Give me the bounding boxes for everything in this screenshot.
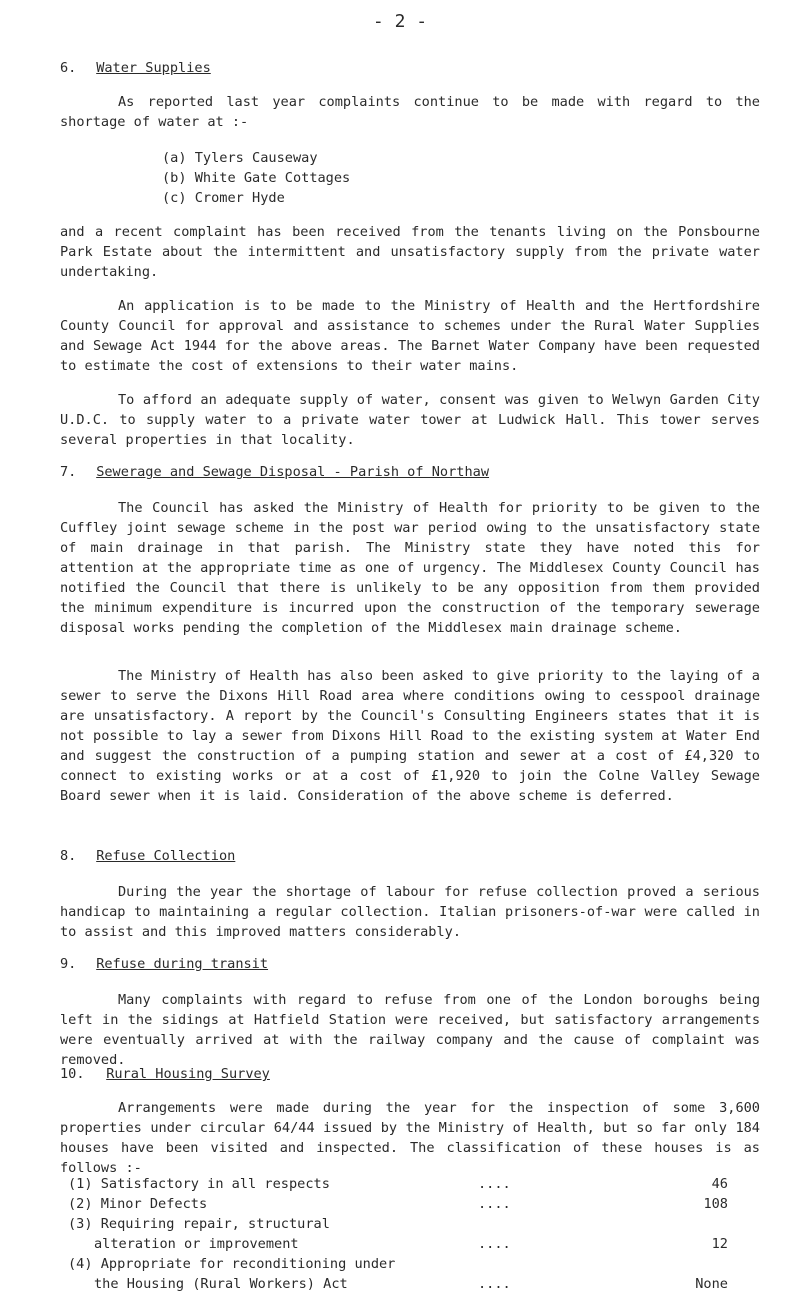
location-item: (c) Cromer Hyde xyxy=(162,190,285,206)
section-water-supplies xyxy=(60,58,760,78)
section-number: 9. xyxy=(60,956,77,972)
water-intro-block xyxy=(60,92,760,132)
sewerage-para1: The Council has asked the Ministry of Health for priority to be given to the Cuffley joint sewage scheme in the post war period owing to the unsatisfactory state of main drainage in that parish. The Ministry state they have noted this for attention at the appropriate time as one of urgency. The Middlesex County Council has notified the Council that there is unlikely to be any opposition from them provided the minimum expenditure is incurred upon the construction of the temporary sewerage disposal works pending the completion of the Middlesex main drainage scheme. xyxy=(60,500,760,636)
section-refuse-collection xyxy=(60,846,760,866)
transit-para1-block xyxy=(60,990,760,1070)
location-item: (a) Tylers Causeway xyxy=(162,150,318,166)
water-locations xyxy=(60,148,760,208)
classification-list xyxy=(68,1174,728,1294)
water-para3: To afford an adequate supply of water, consent was given to Welwyn Garden City U.D.C. to supply water to a private water tower at Ludwick Hall. This tower serves several properties in that locality. xyxy=(60,392,760,448)
section-heading xyxy=(60,58,760,78)
refuse-para1-block xyxy=(60,882,760,942)
classification-row xyxy=(68,1254,728,1274)
housing-para1: Arrangements were made during the year for the inspection of some 3,600 properties under circular 64/44 issued by the Ministry of Health, but so far only 184 houses have been visited and inspected. The classification of these houses is as follows :- xyxy=(60,1100,760,1176)
section-title: Rural Housing Survey xyxy=(106,1066,270,1082)
classification-label-continued: the Housing (Rural Workers) Act xyxy=(94,1276,348,1292)
section-title: Water Supplies xyxy=(96,60,211,76)
leader-dots: .... xyxy=(478,1236,511,1252)
section-number: 8. xyxy=(60,848,77,864)
leader-dots: .... xyxy=(478,1196,511,1212)
classification-label: (4) Appropriate for reconditioning under xyxy=(68,1256,396,1272)
section-number: 7. xyxy=(60,464,77,480)
section-number: 10. xyxy=(60,1066,85,1082)
section-number: 6. xyxy=(60,60,77,76)
sewerage-para2: The Ministry of Health has also been asked to give priority to the laying of a sewer to serve the Dixons Hill Road area where conditions owing to cesspool drainage are unsatisfactory. A report by the Council's Consulting Engineers states that it is not possible to lay a sewer from Dixons Hill Road to the existing system at Water End and suggest the construction of a pumping station and sewer at a cost of £4,320 to connect to existing works or at a cost of £1,920 to join the Colne Valley Sewage Board sewer when it is laid. Consideration of the above scheme is deferred. xyxy=(60,668,760,804)
leader-dots: .... xyxy=(478,1176,511,1192)
water-intro: As reported last year complaints continue to be made with regard to the shortage of water at :- xyxy=(60,94,760,130)
section-title: Sewerage and Sewage Disposal - Parish of Northaw xyxy=(96,464,490,480)
section-title: Refuse during transit xyxy=(96,956,269,972)
classification-row-continued xyxy=(68,1274,728,1294)
classification-row-continued xyxy=(68,1234,728,1254)
water-para1: and a recent complaint has been received from the tenants living on the Ponsbourne Park Estate about the intermittent and unsatisfactory supply from the private water undertaking. xyxy=(60,224,760,280)
sewerage-para2-block xyxy=(60,666,760,806)
classification-value: 12 xyxy=(711,1236,728,1252)
water-para2-block xyxy=(60,296,760,376)
classification-label: (1) Satisfactory in all respects xyxy=(68,1176,330,1192)
section-heading xyxy=(60,462,760,482)
classification-row xyxy=(68,1194,728,1214)
section-heading xyxy=(60,1064,760,1084)
water-para2: An application is to be made to the Ministry of Health and the Hertfordshire County Council for approval and assistance to schemes under the Rural Water Supplies and Sewage Act 1944 for the above areas. The Barnet Water Company have been requested to estimate the cost of extensions to their water mains. xyxy=(60,298,760,374)
water-para1-block xyxy=(60,222,760,282)
sewerage-para1-block xyxy=(60,498,760,638)
classification-value: 108 xyxy=(703,1196,728,1212)
location-item: (b) White Gate Cottages xyxy=(162,170,351,186)
transit-para1: Many complaints with regard to refuse from one of the London boroughs being left in the sidings at Hatfield Station were received, but satisfactory arrangements were eventually arrived at with the railway company and the cause of complaint was removed. xyxy=(60,992,760,1068)
section-title: Refuse Collection xyxy=(96,848,236,864)
section-sewerage xyxy=(60,462,760,482)
classification-label: (2) Minor Defects xyxy=(68,1196,208,1212)
classification-row xyxy=(68,1174,728,1194)
section-housing-survey xyxy=(60,1064,760,1084)
classification-value: None xyxy=(695,1276,728,1292)
classification-row xyxy=(68,1214,728,1234)
section-heading xyxy=(60,954,760,974)
leader-dots: .... xyxy=(478,1276,511,1292)
refuse-para1: During the year the shortage of labour for refuse collection proved a serious handicap to maintaining a regular collection. Italian prisoners-of-war were called in to assist and this improved matters considerably. xyxy=(60,884,760,940)
housing-para1-block xyxy=(60,1098,760,1178)
section-heading xyxy=(60,846,760,866)
water-para3-block xyxy=(60,390,760,450)
section-refuse-transit xyxy=(60,954,760,974)
classification-value: 46 xyxy=(711,1176,728,1192)
classification-label-continued: alteration or improvement xyxy=(94,1236,299,1252)
page-number: - 2 - xyxy=(372,11,428,32)
classification-label: (3) Requiring repair, structural xyxy=(68,1216,330,1232)
